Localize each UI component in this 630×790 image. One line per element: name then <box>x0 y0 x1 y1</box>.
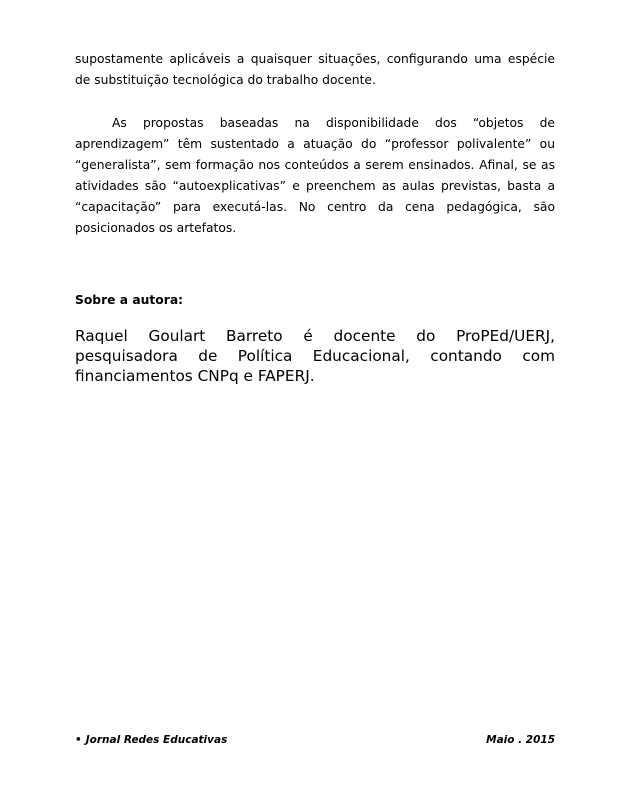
body-paragraph: supostamente aplicáveis a quaisquer situações, configurando uma espécie de substituição tecnológica do trabalho docente. <box>75 52 555 87</box>
body-paragraph: As propostas baseadas na disponibilidade dos “objetos de aprendizagem” têm sustentado a atuação do “professor polivalente” ou “generalista”, sem formação nos conteúdos a serem ensinados. Afinal, se as atividades são “autoexplicativas” e preenchem as aulas previstas, basta a “capacitação” para executá-las. No centro da cena pedagógica, são posicionados os artefatos. <box>75 116 555 235</box>
footer-journal <box>75 734 227 746</box>
author-section-heading: Sobre a autora: <box>75 293 184 307</box>
journal-name: Jornal Redes Educativas <box>85 734 228 746</box>
bullet-icon: • <box>75 734 82 746</box>
page-footer <box>75 734 555 750</box>
author-bio: Raquel Goulart Barreto é docente do ProPEd/UERJ, pesquisadora de Política Educacional, contando com financiamentos CNPq e FAPERJ. <box>75 327 555 385</box>
footer-date: Maio . 2015 <box>486 734 555 746</box>
